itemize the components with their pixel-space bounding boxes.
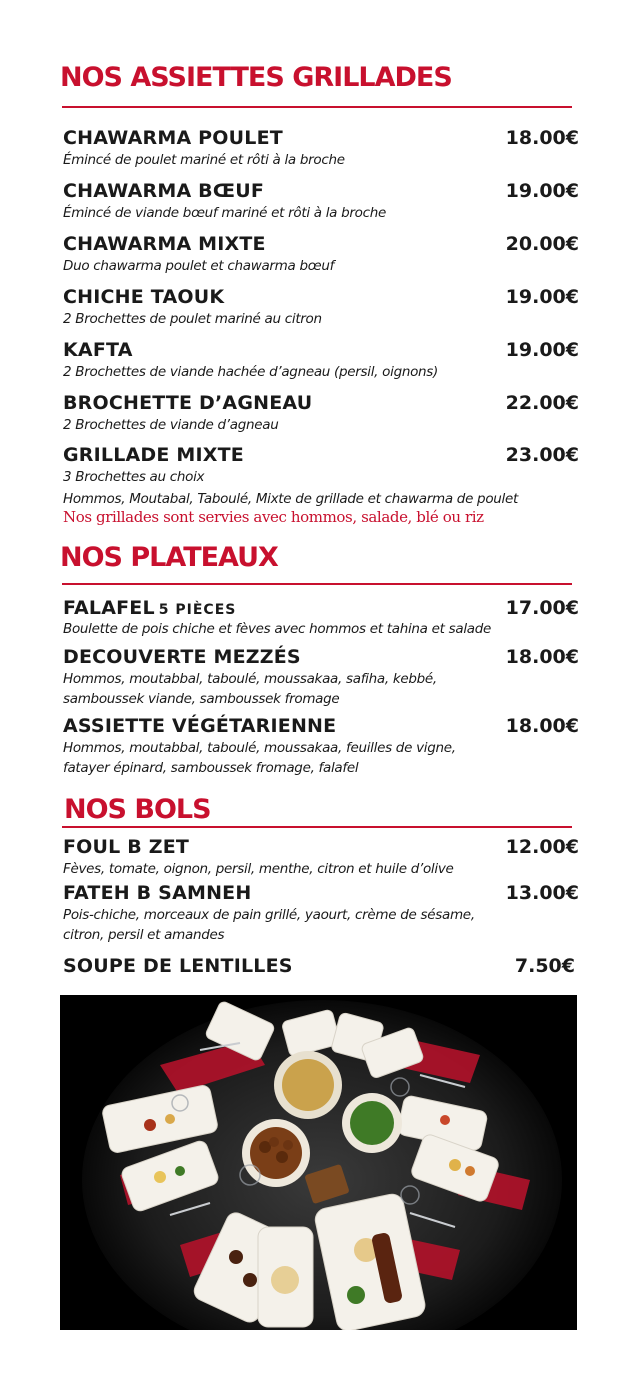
menu-item: [63, 179, 581, 223]
item-description: citron, persil et amandes: [63, 927, 225, 943]
item-name: KAFTA: [63, 339, 133, 361]
section-title-bols: NOS BOLS: [64, 794, 211, 825]
item-name: CHAWARMA POULET: [63, 127, 283, 149]
item-description: Pois-chiche, morceaux de pain grillé, yaourt, crème de sésame,: [63, 907, 475, 923]
menu-item: [63, 835, 581, 879]
item-name: ASSIETTE VÉGÉTARIENNE: [63, 715, 337, 737]
item-price: 22.00€: [505, 392, 579, 414]
item-name: CHAWARMA MIXTE: [63, 233, 266, 255]
item-price: 13.00€: [505, 882, 579, 904]
food-photo: [60, 995, 577, 1330]
section-divider: [62, 583, 572, 585]
menu-item: [63, 954, 581, 978]
item-name-text: FALAFEL: [63, 597, 155, 619]
item-description: Hommos, Moutabal, Taboulé, Mixte de grillade et chawarma de poulet: [63, 491, 518, 507]
item-price: 23.00€: [505, 444, 579, 466]
item-name: FATEH B SAMNEH: [63, 882, 252, 904]
menu-item: [63, 645, 581, 709]
item-description: 2 Brochettes de viande d’agneau: [63, 417, 279, 433]
item-price: 20.00€: [505, 233, 579, 255]
menu-item: [63, 714, 581, 778]
item-description: Émincé de poulet mariné et rôti à la broche: [63, 152, 345, 168]
item-price: 7.50€: [514, 955, 575, 977]
item-price: 18.00€: [505, 715, 579, 737]
item-description: 2 Brochettes de viande hachée d’agneau (persil, oignons): [63, 364, 439, 380]
item-description: 2 Brochettes de poulet mariné au citron: [63, 311, 322, 327]
item-name-suffix: 5 PIÈCES: [158, 602, 237, 618]
item-price: 19.00€: [505, 286, 579, 308]
item-name: BROCHETTE D’AGNEAU: [63, 392, 313, 414]
menu-item: [63, 285, 581, 329]
item-price: 18.00€: [505, 646, 579, 668]
menu-item: [63, 443, 581, 509]
menu-item: [63, 232, 581, 276]
item-description: Fèves, tomate, oignon, persil, menthe, citron et huile d’olive: [63, 861, 454, 877]
item-price: 19.00€: [505, 180, 579, 202]
section-divider: [62, 106, 572, 108]
menu-item: [63, 338, 581, 382]
item-description: Duo chawarma poulet et chawarma bœuf: [63, 258, 335, 274]
item-name: CHAWARMA BŒUF: [63, 180, 265, 202]
item-price: 17.00€: [505, 597, 579, 619]
item-name: CHICHE TAOUK: [63, 286, 225, 308]
menu-item: [63, 596, 581, 639]
menu-item: [63, 881, 581, 945]
section-title-plateaux: NOS PLATEAUX: [60, 542, 278, 573]
item-price: 19.00€: [505, 339, 579, 361]
section-title-grillades: NOS ASSIETTES GRILLADES: [60, 62, 452, 93]
item-price: 12.00€: [505, 836, 579, 858]
section-divider: [62, 826, 572, 828]
item-description: Émincé de viande bœuf mariné et rôti à la broche: [63, 205, 387, 221]
item-name: SOUPE DE LENTILLES: [63, 955, 293, 977]
item-description: Boulette de pois chiche et fèves avec hommos et tahina et salade: [63, 621, 492, 637]
item-description: 3 Brochettes au choix: [63, 469, 205, 485]
item-price: 18.00€: [505, 127, 579, 149]
item-name: DECOUVERTE MEZZÉS: [63, 646, 301, 668]
item-description: Hommos, moutabbal, taboulé, moussakaa, feuilles de vigne,: [63, 740, 456, 756]
grillades-note: Nos grillades sont servies avec hommos, salade, blé ou riz: [63, 508, 484, 526]
item-description: fatayer épinard, samboussek fromage, falafel: [63, 760, 359, 776]
menu-item: [63, 391, 581, 435]
item-name: GRILLADE MIXTE: [63, 444, 244, 466]
item-description: samboussek viande, samboussek fromage: [63, 691, 340, 707]
menu-item: [63, 126, 581, 170]
item-name: FOUL B ZET: [63, 836, 190, 858]
item-description: Hommos, moutabbal, taboulé, moussakaa, safiha, kebbé,: [63, 671, 437, 687]
